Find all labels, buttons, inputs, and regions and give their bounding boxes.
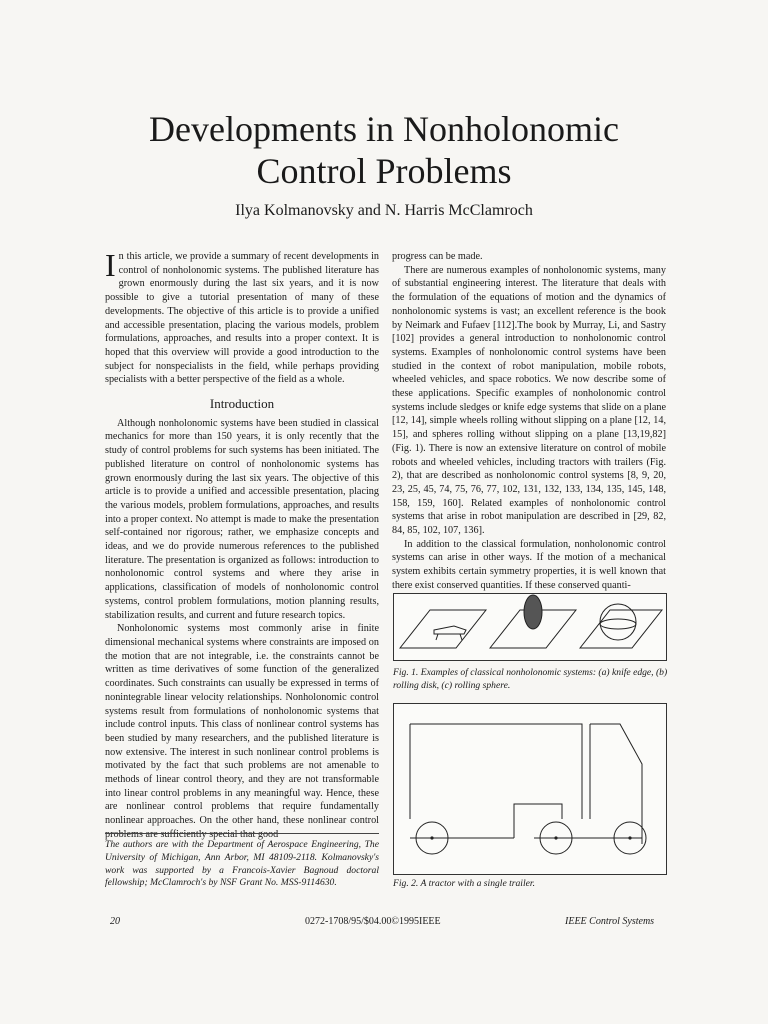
page-number: 20: [110, 916, 120, 927]
rolling-sphere: [600, 604, 636, 640]
figure-2-drawing: [394, 704, 666, 874]
knife-edge-plane: [400, 610, 486, 648]
right-paragraph-0: progress can be made.: [392, 251, 483, 262]
figure-2-caption: Fig. 2. A tractor with a single trailer.: [393, 878, 535, 889]
drop-cap: I: [105, 247, 116, 283]
title-line-2: Control Problems: [256, 151, 512, 191]
abstract-text: n this article, we provide a summary of recent developments in control of nonholonomic systems. The published literature has grown enormously during the last six years, and it is now possible to give a tutorial presentation of many of these developments. The objective of this article is to provide a unified and accessible presentation, placing the various models, problem formulations, approaches, and results into a proper context. It is hoped that this overview will provide a good introduction to the subject for nonspecialists in the field, while perhaps providing specialists with a better perspective of the field as a whole.: [105, 251, 379, 386]
journal-name: IEEE Control Systems: [565, 916, 655, 927]
figure-2: [393, 703, 667, 875]
knife-edge-sledge: [434, 626, 466, 634]
figure-1: [393, 593, 667, 661]
title-line-1: Developments in Nonholonomic: [149, 109, 619, 149]
paper-title: [0, 108, 768, 192]
right-paragraph-2: In addition to the classical formulation, nonholonomic control systems can arise in other ways. If the motion of a mechanical system exhibits certain symmetry properties, it is well known that there exist conserved quantities. If these conserved quanti-: [392, 538, 666, 591]
right-paragraph-1: There are numerous examples of nonholonomic systems, many of substantial engineering interest. The literature that deals with the formulation of the equations of motion and the dynamics of nonholonomic systems is vast; an excellent reference is the book by Neimark and Fufaev [112].The book by Murray, Li, and Sastry [102] provides a general introduction to nonholonomic control systems. Examples of nonholonomic control systems have been studied in the context of robot manipulation, mobile robots, wheeled vehicles, and space robotics. We now describe some of these applications. Specific examples of nonholonomic control systems include sledges or knife edge systems that slide on a plane [12, 14], simple wheels rolling without slipping on a plane [12, 14, 15], and spheres rolling without slipping on a plane [13,19,82] (Fig. 1). There is now an extensive literature on control of mobile robots and wheeled vehicles, including tractors with trailers (Fig. 2), that are described as nonholonomic control systems [8, 9, 20, 23, 25, 45, 74, 75, 76, 77, 102, 131, 132, 133, 134, 135, 145, 148, 158, 159, 160]. Related examples of nonholonomic control systems that arise in robot manipulation are described in [29, 82, 84, 85, 102, 107, 136].: [392, 264, 666, 537]
left-column: [105, 247, 379, 842]
rolling-disk: [524, 595, 542, 629]
section-heading-introduction: Introduction: [209, 396, 275, 412]
doi-line: 0272-1708/95/$04.00©1995IEEE: [305, 916, 441, 927]
hitch: [514, 804, 562, 819]
trailer-top-edge: [410, 724, 582, 819]
figure-1-caption: Fig. 1. Examples of classical nonholonomic systems: (a) knife edge, (b) rolling disk, (c) rolling sphere.: [393, 667, 668, 691]
right-column: [392, 250, 666, 593]
author-footnote: The authors are with the Department of Aerospace Engineering, The University of Michigan, Ann Arbor, MI 48109-2118. Kolmanovsky's work was supported by a Francois-Xavier Bagnoud doctoral fellowship; McClamroch's by NSF Grant No. MSS-9114630.: [105, 833, 379, 890]
authors: Ilya Kolmanovsky and N. Harris McClamroch: [235, 202, 533, 219]
abstract: [105, 247, 379, 387]
intro-paragraph-1: Although nonholonomic systems have been studied in classical mechanics for more than 150 years, it is only recently that the study of control problems for such systems has been initiated. The published literature on control of nonholonomic systems has grown enormously during the last six years. The objective of this article is to provide a unified and accessible presentation, placing the various models, problem formulations, approaches, and results into a proper context. No attempt is made to make the presentation self-contained nor rigorous; rather, we emphasize concepts and ideas, and we do provide numerous references to the published literature. The presentation is organized as follows: introduction to nonholonomic control systems and where they arise in applications, classification of models of nonholonomic control systems, control problem formulations, motion planning results, stabilization results, and current and future research topics.: [105, 417, 379, 621]
tractor-outline: [590, 724, 642, 844]
figure-1-drawing: [394, 594, 666, 660]
intro-paragraph-2: Nonholonomic systems most commonly arise in finite dimensional mechanical systems where constraints are imposed on the motion that are not integrable, i.e. the constraints cannot be written as time derivatives of some function of the generalized coordinates. Such constraints can usually be expressed in terms of nonintegrable linear velocity relationships. Nonholonomic control systems result from formulations of nonholonomic systems that include control inputs. This class of nonlinear control systems has been studied by many researchers, and the published literature is now extensive. The interest in such nonlinear control problems is motivated by the fact that such problems are not amenable to methods of linear control theory, and they are not transformable into linear control problems in any meaningful way. Hence, these are nonlinear control problems that require fundamentally nonlinear approaches. On the other hand, these nonlinear control problems are sufficiently special that good: [105, 623, 379, 840]
